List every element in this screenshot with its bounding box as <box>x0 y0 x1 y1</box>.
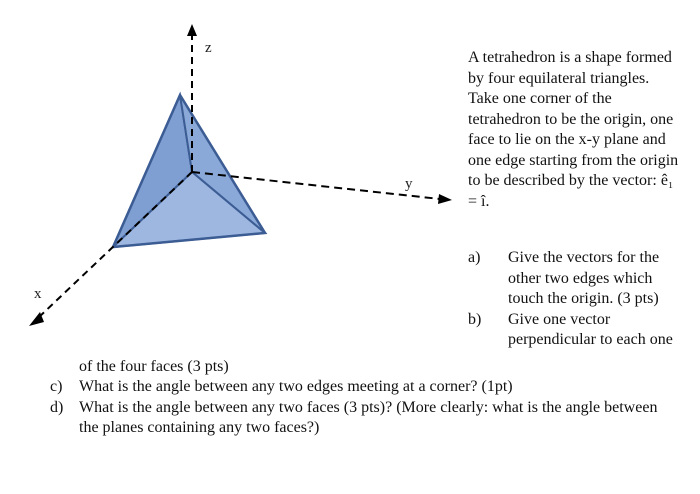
question-d-marker: d) <box>50 398 64 416</box>
question-a-text: Give the vectors for the other two edges which touch the origin. (3 pts) <box>508 249 660 307</box>
question-b-continuation: of the four faces (3 pts) <box>79 358 229 375</box>
question-b-marker: b) <box>468 310 482 328</box>
question-c <box>50 377 680 398</box>
question-a <box>468 248 683 310</box>
y-axis-arrowhead <box>438 194 452 204</box>
y-axis-label: y <box>405 176 413 192</box>
question-b-text: Give one vector perpendicular to each one <box>508 310 673 348</box>
tetrahedron-figure <box>0 0 460 350</box>
question-b <box>468 310 683 351</box>
z-axis-label: z <box>205 40 212 56</box>
x-axis-label: x <box>34 286 42 302</box>
question-list <box>50 377 680 439</box>
question-d-text: What is the angle between any two faces (3 pts)? (More clearly: what is the angle between the planes containing any two faces?) <box>79 398 658 436</box>
problem-description <box>468 48 683 351</box>
question-c-marker: c) <box>50 378 63 395</box>
question-d <box>50 398 680 439</box>
z-axis-arrowhead <box>187 24 197 36</box>
question-c-text: What is the angle between any two edges meeting at a corner? (1pt) <box>79 378 513 395</box>
problem-intro: A tetrahedron is a shape formed by four equilateral triangles. Take one corner of the tetrahedron to be the origin, one face to lie on the x-y plane and one edge starting from the origin to be described by the vector: ê₁ = î. <box>468 49 679 210</box>
question-a-marker: a) <box>468 249 481 266</box>
